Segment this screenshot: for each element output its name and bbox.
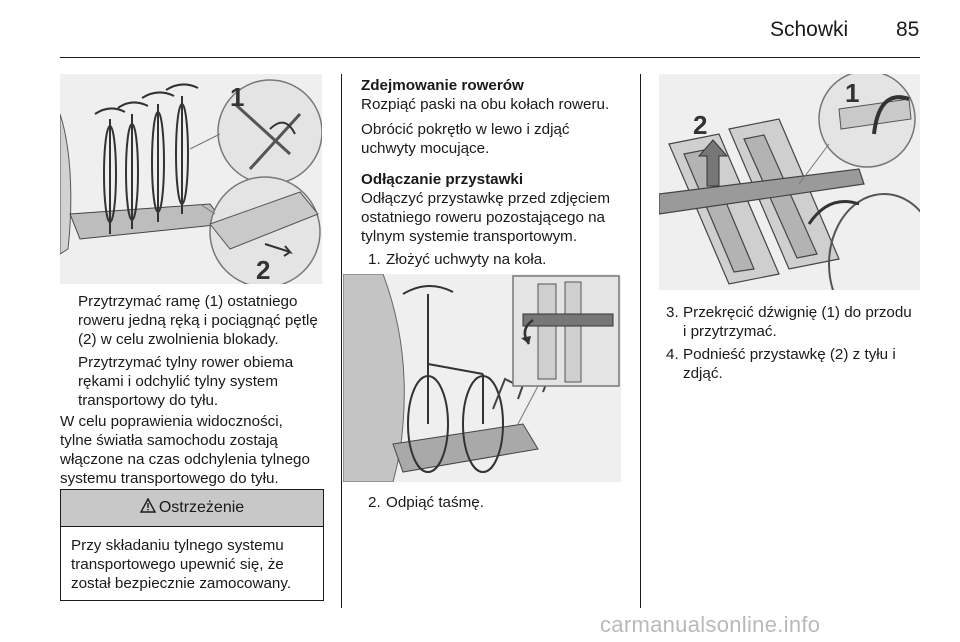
figure-rear-carrier-tilting [60, 74, 322, 284]
step-2-number: 2. [368, 494, 381, 511]
step-3-line-2: i przytrzymać. [683, 323, 777, 340]
warning-title: Ostrzeżenie [158, 499, 245, 516]
detach-adapter-line-1: Odłączyć przystawkę przed zdjęciem [361, 190, 610, 207]
heading-removing-bikes: Zdejmowanie rowerów [361, 77, 524, 94]
step-1-number: 1. [368, 251, 381, 268]
turn-knob-line-1: Obrócić pokrętło w lewo i zdjąć [361, 121, 570, 138]
step-4-number: 4. [666, 346, 679, 363]
step-tilt-carrier-line-3: transportowy do tyłu. [78, 392, 219, 409]
unfasten-straps-text: Rozpiąć paski na obu kołach roweru. [361, 96, 610, 113]
step-hold-frame-line-1: Przytrzymać ramę (1) ostatniego [78, 293, 298, 310]
step-3-line-1: Przekręcić dźwignię (1) do przodu [683, 304, 912, 321]
fig1-callout-1-label: 1 [230, 82, 245, 112]
warning-body [61, 527, 323, 602]
warning-triangle-icon [140, 498, 156, 518]
warning-box [60, 489, 324, 601]
step-tilt-carrier-line-1: Przytrzymać tylny rower obiema [78, 354, 294, 371]
step-hold-frame-line-3: (2) w celu zwolnienia blokady. [78, 331, 279, 348]
heading-detaching-adapter: Odłączanie przystawki [361, 171, 524, 188]
step-4-line-1: Podnieść przystawkę (2) z tyłu i [683, 346, 896, 363]
step-3-number: 3. [666, 304, 679, 321]
visibility-paragraph-line-3: włączone na czas odchylenia tylnego [60, 451, 310, 468]
warning-body-line-1: Przy składaniu tylnego systemu [71, 537, 284, 554]
turn-knob-line-2: uchwyty mocujące. [361, 140, 490, 157]
visibility-paragraph-line-1: W celu poprawienia widoczności, [60, 413, 283, 430]
detach-adapter-line-3: tylnym systemie transportowym. [361, 228, 578, 245]
fig3-callout-1-label: 1 [845, 78, 860, 108]
warning-body-line-2: transportowego upewnić się, że [71, 556, 284, 573]
page-number: 85 [896, 18, 920, 41]
warning-body-line-3: został bezpiecznie zamocowany. [71, 575, 292, 592]
step-4-line-2: zdjąć. [683, 365, 723, 382]
visibility-paragraph-line-4: systemu transportowego do tyłu. [60, 470, 279, 487]
detach-adapter-line-2: ostatniego roweru pozostającego na [361, 209, 606, 226]
figure-bike-on-carrier-strap-drawing [343, 274, 621, 482]
figure-adapter-lever-removal [659, 74, 920, 290]
header-divider [60, 57, 920, 58]
warning-header [61, 490, 323, 527]
visibility-paragraph-line-2: tylne światła samochodu zostają [60, 432, 278, 449]
step-hold-frame-line-2: roweru jedną ręką i pociągnąć pętlę [78, 312, 318, 329]
column-divider-left [341, 74, 342, 608]
fig1-callout-2-label: 2 [256, 255, 271, 284]
fig3-callout-2-label: 2 [693, 110, 708, 140]
figure-adapter-lever-removal-drawing [659, 74, 920, 290]
step-tilt-carrier-line-2: rękami i odchylić tylny system [78, 373, 279, 390]
step-2-text: Odpiąć taśmę. [386, 494, 484, 511]
figure-bike-on-carrier-strap [343, 274, 621, 482]
column-divider-right [640, 74, 641, 608]
figure-rear-carrier-tilting-drawing [60, 74, 322, 284]
watermark: carmanualsonline.info [600, 612, 821, 637]
step-1-text: Złożyć uchwyty na koła. [386, 251, 547, 268]
page-header-title: Schowki [770, 18, 849, 41]
